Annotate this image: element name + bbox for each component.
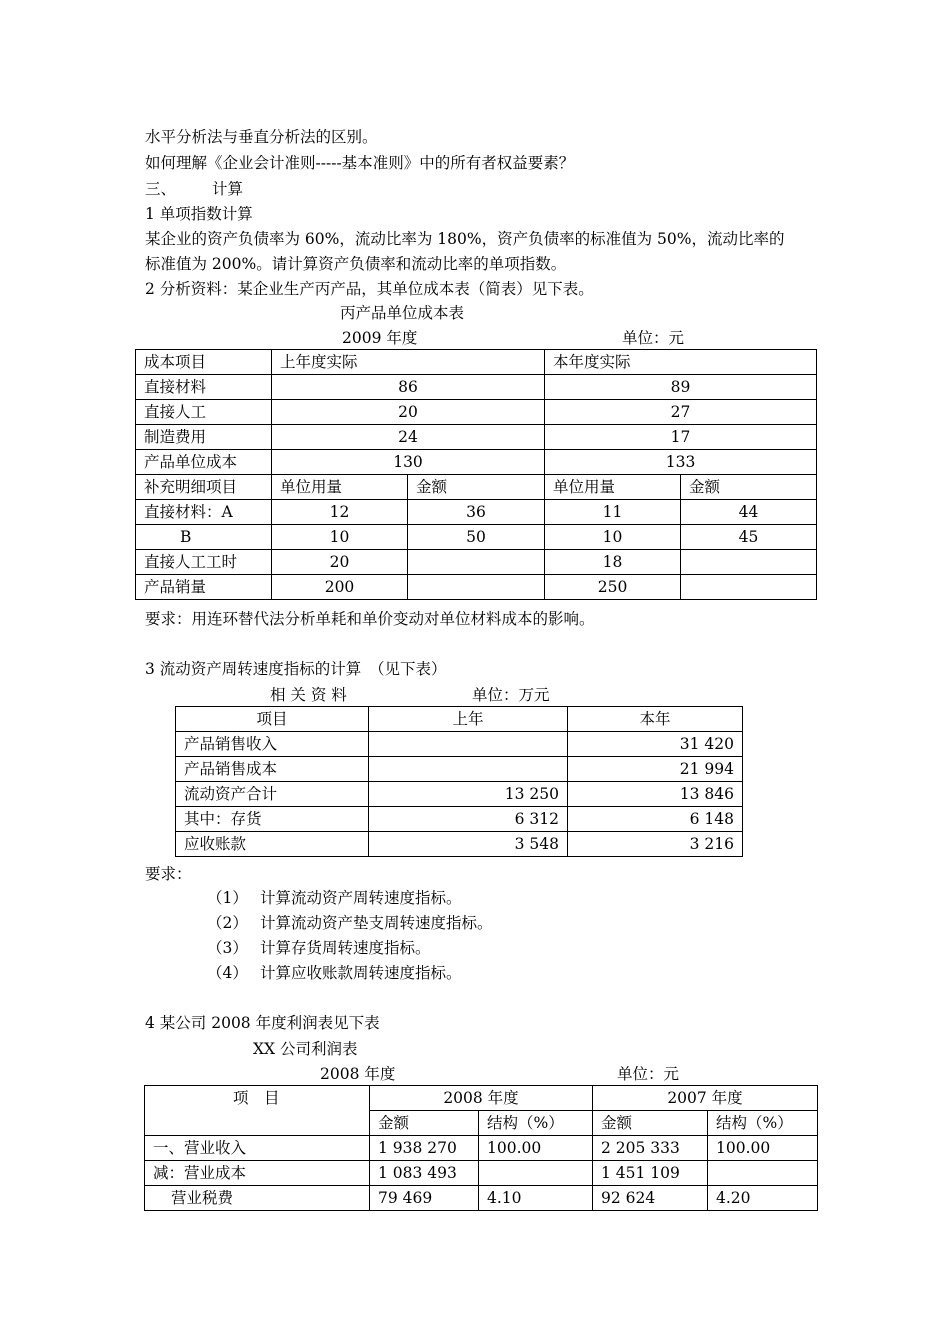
problem4-heading: 4 某公司 2008 年度利润表见下表 [145, 1014, 380, 1032]
table-row [176, 732, 743, 757]
cell: 17 [545, 425, 817, 450]
cell: 13 250 [369, 782, 568, 807]
table-row [136, 450, 817, 475]
requirement-number: （4） [207, 964, 248, 982]
current-asset-table [175, 706, 743, 857]
requirement-text: 计算存货周转速度指标。 [260, 939, 431, 957]
cell: 12 [272, 500, 408, 525]
row-label: 直接人工 [136, 400, 272, 425]
row-label: 流动资产合计 [176, 782, 369, 807]
cell [408, 575, 545, 600]
income-statement-unit: 单位：元 [617, 1065, 680, 1083]
cell: 13 846 [568, 782, 743, 807]
requirement-text: 计算流动资产周转速度指标。 [260, 889, 462, 907]
cell: 27 [545, 400, 817, 425]
row-label: 制造费用 [136, 425, 272, 450]
cell: 130 [272, 450, 545, 475]
cell: 20 [272, 400, 545, 425]
table-row [136, 400, 817, 425]
table-row [136, 550, 817, 575]
row-label: 直接材料：A [136, 500, 272, 525]
table-header-row [176, 707, 743, 732]
header-cell: 单位用量 [545, 475, 681, 500]
cell: 1 451 109 [593, 1161, 708, 1186]
cost-table-year: 2009 年度 [342, 329, 418, 347]
row-label: 一、营业收入 [145, 1136, 370, 1161]
header-cell: 项目 [176, 707, 369, 732]
header-cell: 结构（%） [479, 1111, 593, 1136]
cost-table-title: 丙产品单位成本表 [340, 304, 465, 322]
cell: 24 [272, 425, 545, 450]
problem1-text-line2: 标准值为 200%。请计算资产负债率和流动比率的单项指数。 [145, 255, 567, 273]
cell: 86 [272, 375, 545, 400]
cell: 50 [408, 525, 545, 550]
cell [369, 732, 568, 757]
table-row [176, 782, 743, 807]
cell [708, 1161, 818, 1186]
header-cell: 金额 [681, 475, 817, 500]
table-row [145, 1136, 818, 1161]
row-label: 产品销售成本 [176, 757, 369, 782]
cell: 89 [545, 375, 817, 400]
header-cell: 2008 年度 [370, 1086, 593, 1111]
requirement-number: （1） [207, 889, 248, 907]
header-cell: 金额 [408, 475, 545, 500]
table-header-row [136, 350, 817, 375]
header-cell: 补充明细项目 [136, 475, 272, 500]
cell: 133 [545, 450, 817, 475]
cell: 36 [408, 500, 545, 525]
section-number: 三、 [145, 180, 177, 198]
requirement-text: 计算应收账款周转速度指标。 [260, 964, 462, 982]
table-row [136, 575, 817, 600]
cell: 79 469 [370, 1186, 479, 1211]
table-row [136, 500, 817, 525]
question-horizontal-vertical-analysis: 水平分析法与垂直分析法的区别。 [145, 128, 378, 146]
cell: 11 [545, 500, 681, 525]
problem2-heading: 2 分析资料：某企业生产丙产品，其单位成本表（简表）见下表。 [145, 280, 594, 298]
header-cell: 上年 [369, 707, 568, 732]
cell: 6 312 [369, 807, 568, 832]
requirement-number: （2） [207, 914, 248, 932]
row-label: B [136, 525, 272, 550]
problem3-heading: 3 流动资产周转速度指标的计算 （见下表） [145, 660, 447, 678]
problem1-text-line1: 某企业的资产负债率为 60%，流动比率为 180%，资产负债率的标准值为 50%，流动比率的 [145, 230, 785, 248]
table-header-row [145, 1086, 818, 1111]
cell: 3 548 [369, 832, 568, 857]
income-statement-year: 2008 年度 [320, 1065, 396, 1083]
requirement-text: 计算流动资产垫支周转速度指标。 [260, 914, 493, 932]
cell: 3 216 [568, 832, 743, 857]
header-cell: 项 目 [145, 1086, 370, 1136]
income-statement-table [144, 1085, 818, 1211]
cell: 4.10 [479, 1186, 593, 1211]
row-label: 产品销售收入 [176, 732, 369, 757]
table-subheader-row [136, 475, 817, 500]
header-cell: 成本项目 [136, 350, 272, 375]
cell: 1 938 270 [370, 1136, 479, 1161]
table-row [145, 1186, 818, 1211]
header-cell: 上年度实际 [272, 350, 545, 375]
cell: 250 [545, 575, 681, 600]
cell [408, 550, 545, 575]
row-label: 减：营业成本 [145, 1161, 370, 1186]
section-title: 计算 [212, 180, 244, 198]
row-label: 应收账款 [176, 832, 369, 857]
row-label: 直接人工工时 [136, 550, 272, 575]
cost-table-unit: 单位：元 [622, 329, 685, 347]
cell [681, 575, 817, 600]
cell [681, 550, 817, 575]
header-cell: 单位用量 [272, 475, 408, 500]
header-cell: 本年 [568, 707, 743, 732]
header-cell: 本年度实际 [545, 350, 817, 375]
header-cell: 结构（%） [708, 1111, 818, 1136]
cell: 31 420 [568, 732, 743, 757]
header-cell: 金额 [593, 1111, 708, 1136]
table-row [136, 525, 817, 550]
unit-cost-table [135, 349, 817, 600]
cell: 18 [545, 550, 681, 575]
row-label: 产品单位成本 [136, 450, 272, 475]
row-label: 直接材料 [136, 375, 272, 400]
table-row [176, 757, 743, 782]
cell: 20 [272, 550, 408, 575]
row-label: 产品销量 [136, 575, 272, 600]
row-label: 营业税费 [145, 1186, 370, 1211]
problem3-requirement-label: 要求： [145, 865, 192, 883]
cell: 10 [545, 525, 681, 550]
header-cell: 金额 [370, 1111, 479, 1136]
cell: 10 [272, 525, 408, 550]
cell: 44 [681, 500, 817, 525]
income-statement-title: XX 公司利润表 [253, 1040, 358, 1058]
cell: 6 148 [568, 807, 743, 832]
cell: 45 [681, 525, 817, 550]
question-owners-equity: 如何理解《企业会计准则-----基本准则》中的所有者权益要素？ [145, 154, 575, 172]
table-row [176, 807, 743, 832]
cell: 4.20 [708, 1186, 818, 1211]
asset-table-caption: 相 关 资 料 [270, 686, 347, 704]
table-row [136, 375, 817, 400]
cell [369, 757, 568, 782]
header-cell: 2007 年度 [593, 1086, 818, 1111]
cell: 2 205 333 [593, 1136, 708, 1161]
requirement-number: （3） [207, 939, 248, 957]
cell [479, 1161, 593, 1186]
table-row [176, 832, 743, 857]
cell: 92 624 [593, 1186, 708, 1211]
cell: 200 [272, 575, 408, 600]
row-label: 其中：存货 [176, 807, 369, 832]
table-row [145, 1161, 818, 1186]
asset-table-unit: 单位：万元 [472, 686, 550, 704]
problem1-heading: 1 单项指数计算 [145, 205, 253, 223]
cell: 21 994 [568, 757, 743, 782]
cell: 100.00 [479, 1136, 593, 1161]
cell: 1 083 493 [370, 1161, 479, 1186]
table-row [136, 425, 817, 450]
problem2-requirement: 要求：用连环替代法分析单耗和单价变动对单位材料成本的影响。 [145, 610, 595, 628]
cell: 100.00 [708, 1136, 818, 1161]
